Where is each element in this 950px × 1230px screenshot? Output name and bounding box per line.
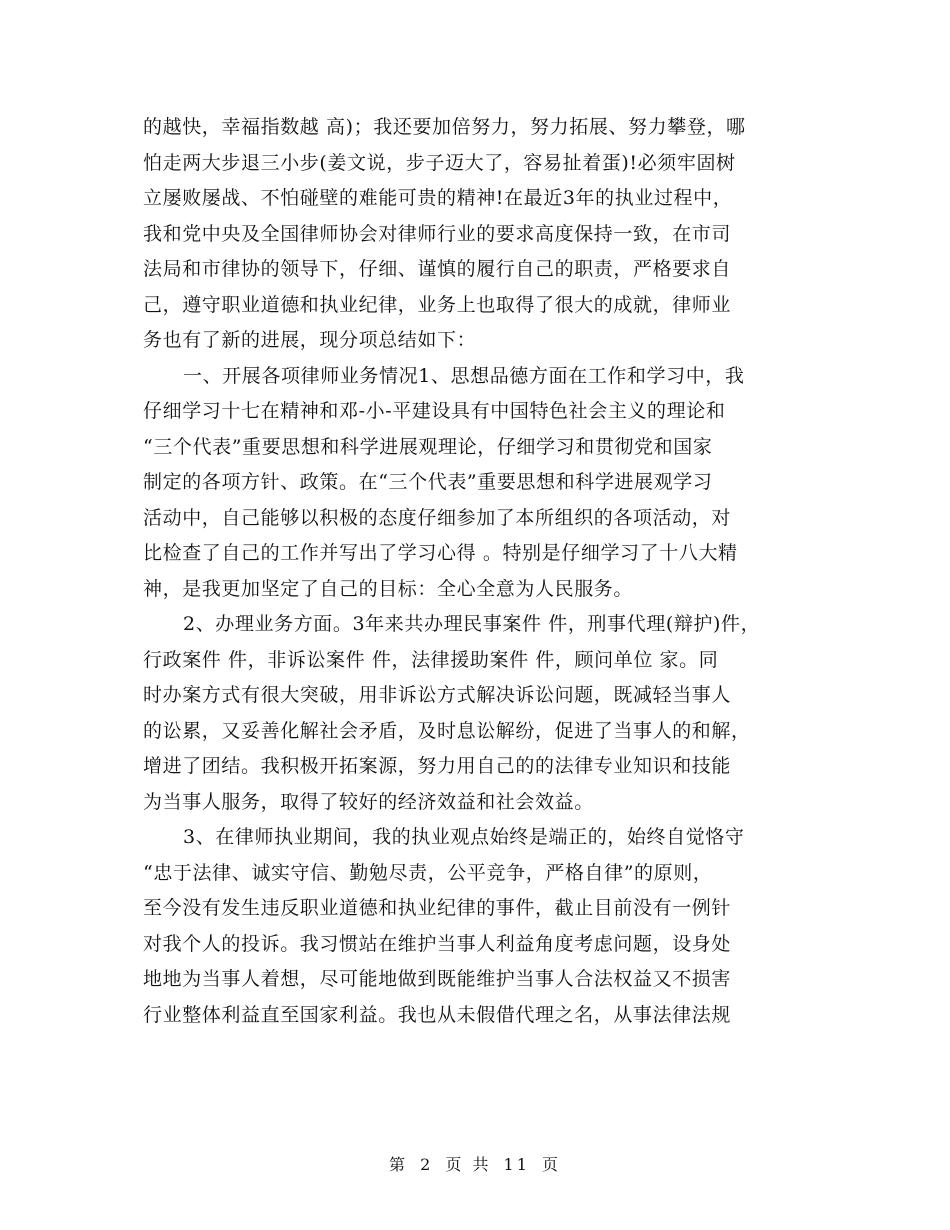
text-line: 己，遵守职业道德和执业纪律，业务上也取得了很大的成就，律师业 xyxy=(143,293,732,316)
footer-current-page: 2 xyxy=(420,1155,434,1174)
text-line: 活动中，自己能够以积极的态度仔细参加了本所组织的各项活动，对 xyxy=(143,506,732,529)
text-line: 增进了团结。我积极开拓案源，努力用自己的的法律专业知识和技能 xyxy=(143,755,732,777)
document-body xyxy=(143,110,823,1033)
text-line: 行政案件 件，非诉讼案件 件，法律援助案件 件，顾问单位 家。同 xyxy=(143,648,719,671)
text-line: “忠于法律、诚实守信、勤勉尽责，公平竞争，严格自律”的原则， xyxy=(143,861,713,884)
text-line: 比检查了自己的工作并写出了学习心得 。特别是仔细学习了十八大精 xyxy=(143,542,738,564)
text-line: 对我个人的投诉。我习惯站在维护当事人利益角度考虑问题，设身处 xyxy=(143,932,732,955)
text-line: 时办案方式有很大突破，用非诉讼方式解决诉讼问题，既减轻当事人 xyxy=(143,684,732,706)
text-line: 怕走两大步退三小步(姜文说，步子迈大了，容易扯着蛋)!必须牢固树 xyxy=(143,151,736,174)
text-line: 3、在律师执业期间，我的执业观点始终是端正的，始终自觉恪守 xyxy=(183,826,745,848)
text-line: 行业整体利益直至国家利益。我也从未假借代理之名，从事法律法规 xyxy=(143,1003,732,1026)
text-line: 我和党中央及全国律师协会对律师行业的要求高度保持一致，在市司 xyxy=(143,222,732,245)
text-line: 的越快，幸福指数越 高)；我还要加倍努力，努力拓展、努力攀登，哪 xyxy=(143,116,746,138)
text-line: 仔细学习十七在精神和邓-小-平建设具有中国特色社会主义的理论和 xyxy=(143,400,726,422)
footer-total-pages: 11 xyxy=(503,1155,530,1174)
footer-prefix: 第 xyxy=(388,1155,408,1174)
text-line: 地地为当事人着想，尽可能地做到既能维护当事人合法权益又不损害 xyxy=(143,968,732,990)
page-footer xyxy=(0,1152,950,1175)
text-line: 2、办理业务方面。3年来共办理民事案件 件，刑事代理(辩护)件， xyxy=(183,613,761,635)
text-line: 神，是我更加坚定了自己的目标：全心全意为人民服务。 xyxy=(143,577,634,600)
text-line: 制定的各项方针、政策。在“三个代表”重要思想和科学进展观学习 xyxy=(143,471,713,493)
text-line: 法局和市律协的领导下，仔细、谨慎的履行自己的职责，严格要求自 xyxy=(143,258,732,280)
footer-suffix: 页 xyxy=(542,1155,562,1174)
text-line: 的讼累，又妥善化解社会矛盾，及时息讼解纷，促进了当事人的和解， xyxy=(143,719,751,742)
footer-middle: 页 共 xyxy=(445,1155,492,1174)
text-line: 至今没有发生违反职业道德和执业纪律的事件，截止目前没有一例针 xyxy=(143,897,732,919)
text-line: 一、开展各项律师业务情况1、思想品德方面在工作和学习中，我 xyxy=(183,364,745,387)
text-line: 为当事人服务，取得了较好的经济效益和社会效益。 xyxy=(143,790,594,813)
text-line: 立屡败屡战、不怕碰壁的难能可贵的精神!在最近3年的执业过程中， xyxy=(143,187,733,209)
text-line: 务也有了新的进展，现分项总结如下： xyxy=(143,329,477,351)
text-line: “三个代表”重要思想和科学进展观理论，仔细学习和贯彻党和国家 xyxy=(143,435,713,458)
